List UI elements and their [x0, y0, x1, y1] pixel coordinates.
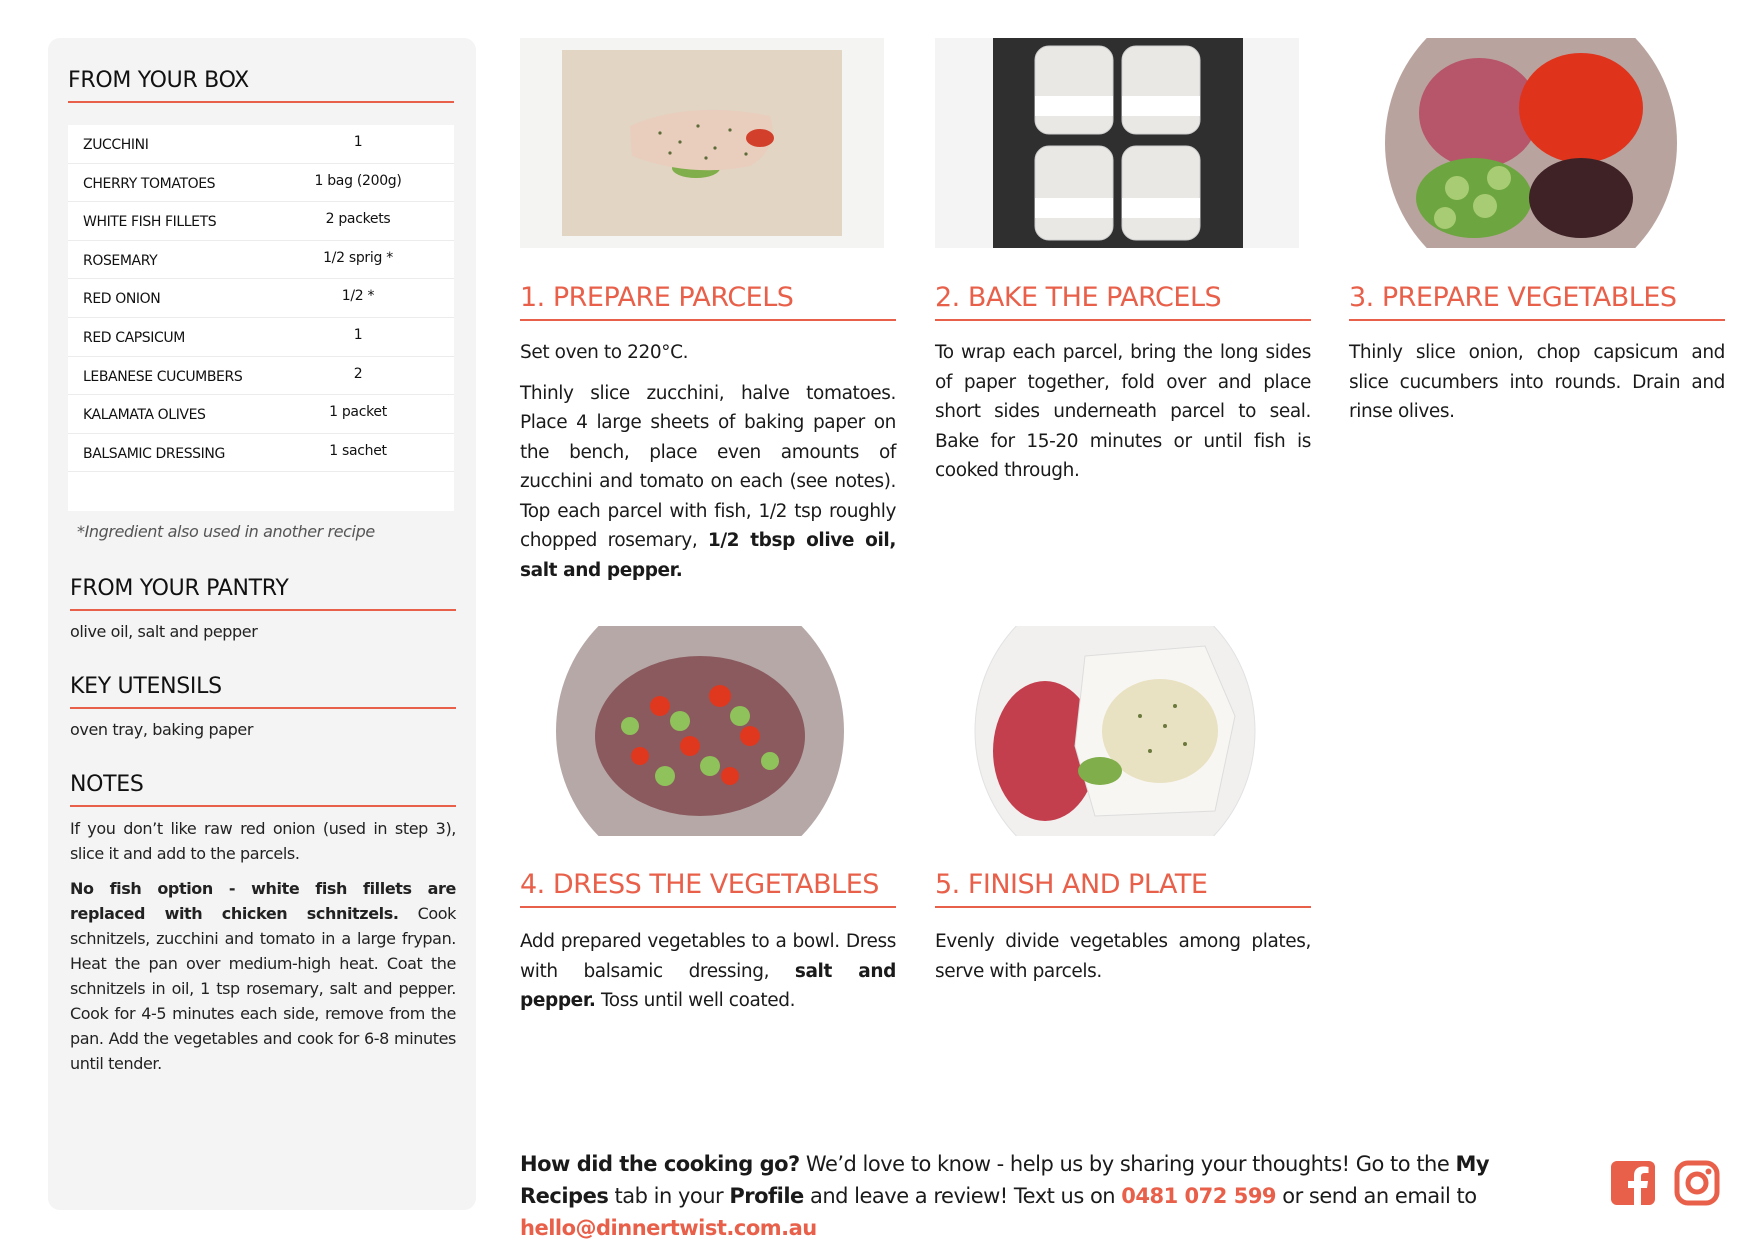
ingredient-qty: 2 packets: [325, 211, 391, 228]
ingredient-qty: 1 sachet: [329, 442, 387, 459]
ingredient-row: [68, 164, 454, 203]
footer-email-link[interactable]: hello@dinnertwist.com.au: [520, 1216, 817, 1239]
ingredient-table: [68, 125, 454, 511]
ingredients-panel: [48, 38, 476, 1210]
step1-body: [520, 338, 896, 585]
instagram-icon[interactable]: [1674, 1160, 1720, 1206]
ingredient-name: LEBANESE CUCUMBERS: [83, 368, 243, 385]
ingredient-row: [68, 241, 454, 280]
footer-my-recipes: My Recipes: [520, 1152, 1490, 1208]
step2-title: 2. BAKE THE PARCELS: [935, 282, 1311, 321]
step2-body: [935, 338, 1311, 486]
footer-profile: Profile: [729, 1184, 804, 1208]
ingredient-qty: 2: [353, 365, 363, 382]
ingredient-name: KALAMATA OLIVES: [83, 407, 206, 424]
footer-text-4: or send an email to: [1276, 1184, 1477, 1208]
step5-body: [935, 927, 1311, 986]
notes-heading: NOTES: [70, 772, 456, 807]
step5-text: Evenly divide vegetables among plates, serve with parcels.: [935, 931, 1311, 982]
ingredient-qty: 1 packet: [329, 404, 387, 421]
step1-text-a: Set oven to 220°C.: [520, 342, 689, 363]
step1-text-b-bold: 1/2 tbsp olive oil, salt and pepper.: [520, 530, 896, 581]
ingredient-name: CHERRY TOMATOES: [83, 175, 216, 192]
step3-photo: [1349, 38, 1713, 248]
pantry-text: olive oil, salt and pepper: [70, 622, 258, 641]
ingredient-row: [68, 318, 454, 357]
step4-text: [520, 927, 896, 1016]
step1-title: 1. PREPARE PARCELS: [520, 282, 896, 321]
ingredient-name: RED CAPSICUM: [83, 330, 185, 346]
step4-body: [520, 927, 896, 1016]
step1-text-b: [520, 379, 896, 586]
ingredient-name: ZUCCHINI: [83, 137, 149, 153]
from-your-box-heading: FROM YOUR BOX: [68, 68, 454, 103]
feedback-footer: [520, 1148, 1580, 1239]
step3-title: 3. PREPARE VEGETABLES: [1349, 282, 1725, 321]
footer-text-1: We’d love to know - help us by sharing your thoughts! Go to the: [799, 1152, 1456, 1176]
ingredient-footnote: *Ingredient also used in another recipe: [77, 522, 375, 541]
step3-body: [1349, 338, 1725, 427]
ingredient-row: [68, 357, 454, 396]
note-no-fish: [70, 876, 456, 1076]
footer-text-3: and leave a review! Text us on: [803, 1184, 1122, 1208]
step4-photo: [520, 626, 884, 836]
step4-text-plain: Add prepared vegetables to a bowl. Dress with balsamic dressing,: [520, 931, 896, 982]
ingredient-name: WHITE FISH FILLETS: [83, 214, 217, 231]
key-utensils-heading: KEY UTENSILS: [70, 674, 456, 709]
ingredient-name: BALSAMIC DRESSING: [83, 445, 225, 462]
step4-title: 4. DRESS THE VEGETABLES: [520, 869, 896, 908]
step2-text: To wrap each parcel, bring the long sides of paper together, fold over and place short sides underneath parcel to seal. Bake for 15-20 minutes or until fish is cooked through.: [935, 342, 1311, 481]
ingredient-row: [68, 202, 454, 241]
note-no-fish-bold: No fish option - white fish fillets are replaced with chicken schnitzels.: [70, 879, 456, 923]
step2-photo: [935, 38, 1299, 248]
footer-question: How did the cooking go?: [520, 1152, 800, 1176]
ingredient-qty: 1: [353, 134, 363, 150]
ingredient-qty: 1 bag (200g): [314, 172, 402, 189]
ingredient-qty: 1/2 sprig *: [323, 249, 393, 266]
step4-text-bold: salt and pepper.: [520, 960, 896, 1011]
ingredient-row: [68, 279, 454, 318]
footer-text-2: tab in your: [608, 1184, 730, 1208]
step5-photo: [935, 626, 1299, 836]
step3-text: Thinly slice onion, chop capsicum and slice cucumbers into rounds. Drain and rinse olives.: [1349, 342, 1725, 422]
from-your-pantry-heading: FROM YOUR PANTRY: [70, 576, 456, 611]
utensils-text: oven tray, baking paper: [70, 720, 254, 739]
ingredient-row: [68, 125, 454, 164]
ingredient-name: ROSEMARY: [83, 252, 158, 269]
ingredient-qty: 1: [353, 327, 363, 343]
note-onion: If you don’t like raw red onion (used in step 3), slice it and add to the parcels.: [70, 819, 456, 863]
note-no-fish-text: Cook schnitzels, zucchini and tomato in a large frypan. Heat the pan over medium-high heat. Coat the schnitzels in oil, 1 tsp rosemary, salt and pepper. Cook for 4-5 minutes each side, remove from the pan. Add the vegetables and cook for 6-8 minutes until tender.: [70, 904, 456, 1073]
footer-phone-link[interactable]: 0481 072 599: [1121, 1184, 1277, 1208]
facebook-icon[interactable]: [1610, 1160, 1656, 1206]
step5-title: 5. FINISH AND PLATE: [935, 869, 1311, 908]
ingredient-row: [68, 395, 454, 434]
ingredient-name: RED ONION: [83, 291, 161, 308]
step4-text-end: Toss until well coated.: [595, 990, 796, 1011]
step1-text-b-plain: Thinly slice zucchini, halve tomatoes. Place 4 large sheets of baking paper on the bench, place even amounts of zucchini and tomato on each (see notes). Top each parcel with fish, 1/2 tsp roughly chopped rosemary,: [520, 382, 896, 551]
step1-photo: [520, 38, 884, 248]
ingredient-qty: 1/2 *: [341, 288, 375, 305]
ingredient-row: [68, 434, 454, 473]
